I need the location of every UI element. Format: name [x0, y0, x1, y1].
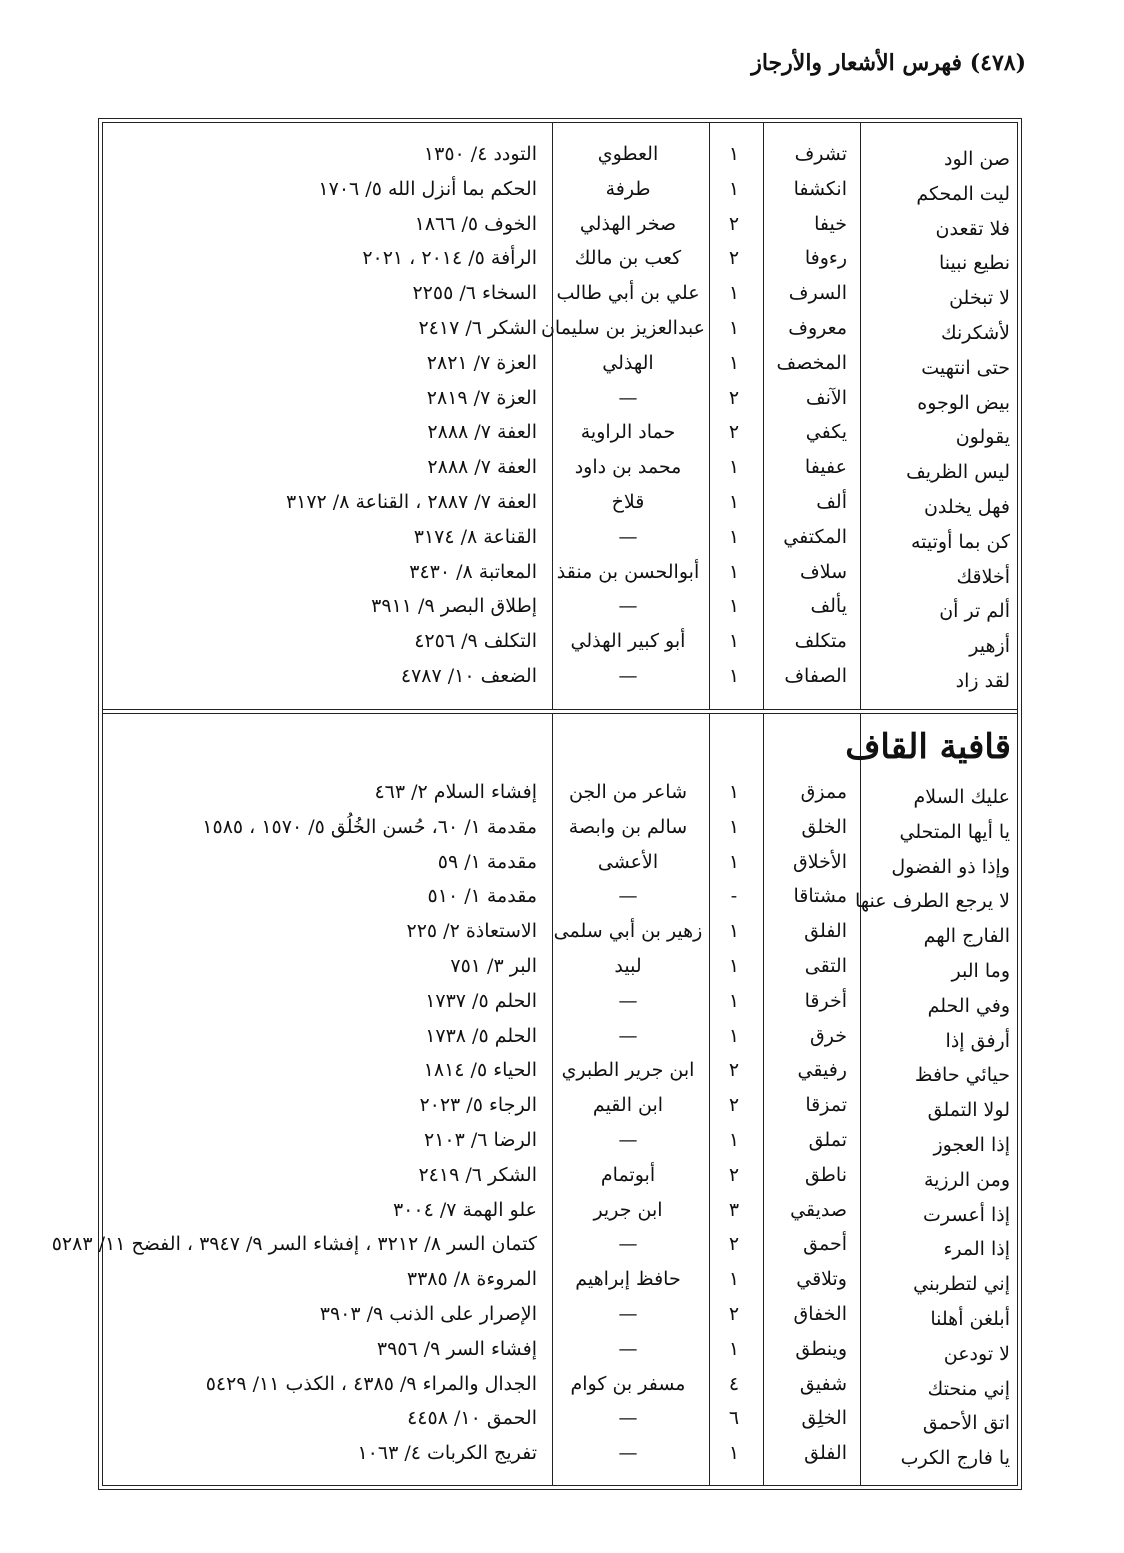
rhyme-word: الخلق [801, 815, 847, 838]
table-row [103, 814, 1017, 849]
poet-name: — [618, 386, 638, 409]
subject-reference: تفريج الكربات ٤/ ١٠٦٣ [357, 1442, 537, 1465]
subject-reference: التودد ٤/ ١٣٥٠ [423, 143, 537, 165]
subject-reference: الرأفة ٥/ ٢٠١٤ ، ٢٠٢١ [362, 247, 537, 270]
rhyme-word: رفيقي [797, 1059, 847, 1082]
verse-opening: وما البر [951, 959, 1010, 982]
rhyme-word: عفيفا [804, 456, 847, 479]
verse-opening: ليس الظريف [906, 461, 1010, 484]
poet-name: علي بن أبي طالب [556, 282, 700, 305]
rhyme-word: انكشفا [793, 177, 847, 200]
rhyme-word: معروف [788, 316, 847, 339]
poet-name: — [618, 1407, 638, 1430]
subject-reference: البر ٣/ ٧٥١ [450, 954, 537, 977]
table-row [103, 628, 1017, 663]
verse-count: ١ [728, 456, 740, 479]
table-row [103, 1092, 1017, 1127]
verse-opening: إذا أعسرت [923, 1203, 1010, 1226]
verse-opening: لا يرجع الطرف عنها [854, 890, 1010, 913]
verse-count: ١ [728, 1442, 740, 1465]
verse-count: ١ [728, 490, 740, 513]
rhyme-word: المخصف [776, 351, 847, 374]
poet-name: ابن جرير [593, 1198, 663, 1221]
table-row [103, 1301, 1017, 1336]
rhyme-word: السرف [788, 282, 847, 305]
rhyme-word: ألف [816, 490, 847, 513]
table-row [103, 883, 1017, 918]
table-row [103, 559, 1017, 594]
rhyme-word: وتلاقي [796, 1268, 847, 1291]
table-row [103, 454, 1017, 489]
rhyme-word: الخفاق [793, 1302, 847, 1325]
table-row [103, 1336, 1017, 1371]
rhyme-word: تملق [808, 1128, 847, 1151]
subject-reference: العفة ٧/ ٢٨٨٧ ، القناعة ٨/ ٣١٧٢ [285, 490, 537, 513]
verse-opening: حتى انتهيت [921, 356, 1010, 379]
rhyme-word: وينطق [795, 1337, 847, 1360]
subject-reference: المروءة ٨/ ٣٣٨٥ [406, 1268, 537, 1291]
table-row [103, 385, 1017, 420]
poet-name: عبدالعزيز بن سليمان [540, 316, 705, 339]
verse-count: ١ [728, 1268, 740, 1291]
rhyme-word: شفيق [799, 1372, 847, 1395]
poet-name: — [618, 1024, 638, 1047]
table-row [103, 245, 1017, 280]
subject-reference: الحكم بما أنزل الله ٥/ ١٧٠٦ [318, 177, 537, 200]
verse-count: ٣ [728, 1198, 740, 1221]
verse-count: ٢ [728, 1094, 740, 1117]
verse-count: ١ [728, 664, 740, 687]
rhyme-word: الآنف [805, 386, 847, 409]
subject-reference: التكلف ٩/ ٤٢٥٦ [414, 630, 537, 653]
subject-reference: الرجاء ٥/ ٢٠٢٣ [419, 1094, 537, 1117]
poet-name: طرفة [605, 177, 651, 200]
table-row [103, 1127, 1017, 1162]
rhyme-word: رءوفا [804, 247, 847, 270]
verse-opening: فلا تقعدن [935, 217, 1010, 240]
rhyme-word: أخرقا [804, 989, 847, 1012]
verse-opening: أبلغن أهلنا [930, 1307, 1010, 1330]
subject-reference: الحلم ٥/ ١٧٣٧ [425, 989, 537, 1012]
verse-opening: لا تبخلن [949, 287, 1010, 310]
subject-reference: العفة ٧/ ٢٨٨٨ [427, 456, 537, 479]
subject-reference: العزة ٧/ ٢٨٢١ [426, 351, 537, 374]
poet-name: أبوتمام [600, 1163, 656, 1186]
verse-opening: ليت المحكم [916, 182, 1010, 205]
subject-reference: كتمان السر ٨/ ٣٢١٢ ، إفشاء السر ٩/ ٣٩٤٧ ، الفضح ١١/ ٥٢٨٣ [51, 1233, 537, 1256]
rhyme-word: أحمق [803, 1233, 847, 1256]
verse-opening: عليك السلام [913, 786, 1010, 808]
subject-reference: العزة ٧/ ٢٨١٩ [426, 386, 537, 409]
rhyme-word: خرق [810, 1024, 847, 1047]
verse-count: ١ [728, 595, 740, 618]
verse-count: ٢ [728, 421, 740, 444]
poet-name: — [618, 1302, 638, 1325]
verse-opening: إني منحتك [927, 1377, 1010, 1400]
poet-name: — [618, 1442, 638, 1465]
table-row [103, 350, 1017, 385]
subject-reference: العفة ٧/ ٢٨٨٨ [427, 421, 537, 444]
verse-count: ٢ [728, 1059, 740, 1082]
verse-count: ٢ [728, 212, 740, 235]
verse-count: ١ [728, 525, 740, 548]
subject-reference: مقدمة ١/ ٥٩ [437, 850, 537, 873]
subject-reference: الإصرار على الذنب ٩/ ٣٩٠٣ [319, 1302, 537, 1325]
verse-count: - [730, 885, 738, 908]
table-row [103, 1057, 1017, 1092]
section-rows [103, 141, 1017, 698]
poet-name: صخر الهذلي [579, 212, 677, 235]
table-row [103, 141, 1017, 176]
section-rows [51, 779, 1017, 1475]
rhyme-word: الصفاف [784, 664, 847, 687]
subject-reference: الحلم ٥/ ١٧٣٨ [425, 1024, 537, 1047]
poet-name: — [618, 1233, 638, 1256]
table-row [103, 211, 1017, 246]
page-header: (٤٧٨) فهرس الأشعار والأرجاز [751, 50, 1026, 76]
subject-reference: الحياء ٥/ ١٨١٤ [423, 1059, 537, 1082]
poet-name: العطوي [597, 143, 659, 165]
poet-name: الهذلي [602, 351, 654, 374]
table-row [51, 1231, 1017, 1266]
verse-count: ١ [728, 815, 740, 838]
poet-name: الأعشى [597, 850, 659, 873]
rhyme-word: المكتفي [783, 525, 847, 548]
verse-opening: لأشكرنك [940, 321, 1010, 344]
verse-opening: ألم تر أن [939, 600, 1010, 623]
poet-name: ابن جرير الطبري [561, 1059, 695, 1082]
verse-opening: اتق الأحمق [922, 1412, 1010, 1435]
poet-name: كعب بن مالك [574, 247, 682, 270]
verse-count: ٢ [728, 1163, 740, 1186]
verse-count: ٢ [728, 1233, 740, 1256]
verse-opening: إني لتطربني [913, 1273, 1010, 1296]
poet-name: لبيد [614, 954, 642, 977]
rhyme-word: ناطق [804, 1163, 847, 1186]
verse-count: ١ [728, 630, 740, 653]
verse-opening: أزهير [969, 635, 1010, 658]
rhyme-word: مشتاقا [793, 885, 847, 908]
verse-opening: يا أيها المتحلي [899, 820, 1010, 843]
subject-reference: الجدال والمراء ٩/ ٤٣٨٥ ، الكذب ١١/ ٥٤٢٩ [205, 1372, 537, 1395]
verse-count: ٢ [728, 1302, 740, 1325]
poet-name: شاعر من الجن [568, 781, 688, 803]
verse-opening: بيض الوجوه [917, 391, 1010, 414]
subject-reference: الشكر ٦/ ٢٤١٧ [418, 316, 537, 339]
verse-opening: فهل يخلدن [923, 495, 1010, 518]
poet-name: — [618, 989, 638, 1012]
verse-opening: حيائي حافظ [914, 1064, 1010, 1087]
index-table-inner [51, 122, 1018, 1486]
subject-reference: علو الهمة ٧/ ٣٠٠٤ [392, 1198, 537, 1221]
verse-count: ١ [728, 781, 740, 803]
verse-count: ١ [728, 143, 740, 165]
verse-count: ٦ [728, 1407, 740, 1430]
poet-name: زهير بن أبي سلمى [553, 920, 703, 943]
poet-name: مسفر بن كوام [570, 1372, 686, 1395]
subject-reference: الحمق ١٠/ ٤٤٥٨ [407, 1407, 537, 1430]
table-row [103, 953, 1017, 988]
rhyme-word: صديقي [790, 1198, 847, 1221]
rhyme-word: تمزقا [805, 1094, 847, 1117]
verse-opening: ومن الرزية [923, 1168, 1010, 1191]
poet-name: أبوالحسن بن منقذ [556, 560, 700, 583]
section-separator [103, 709, 1017, 714]
subject-reference: المعاتبة ٨/ ٣٤٣٠ [409, 560, 537, 583]
table-row [103, 524, 1017, 559]
table-row [103, 1266, 1017, 1301]
rhyme-word: الخلِق [801, 1407, 847, 1430]
verse-opening: أخلاقك [956, 565, 1010, 588]
subject-reference: إفشاء السلام ٢/ ٤٦٣ [374, 781, 537, 803]
verse-opening: يا فارج الكرب [900, 1447, 1010, 1470]
verse-count: ١ [728, 282, 740, 305]
verse-count: ١ [728, 316, 740, 339]
verse-count: ١ [728, 920, 740, 943]
poet-name: — [618, 525, 638, 548]
rhyme-word: يألف [810, 595, 847, 618]
verse-opening: لولا التملق [927, 1099, 1010, 1122]
verse-count: ١ [728, 1337, 740, 1360]
verse-count: ٢ [728, 247, 740, 270]
rhyme-word: تشرف [794, 143, 847, 165]
verse-opening: كن بما أوتيته [910, 530, 1010, 553]
poet-name: ابن القيم [592, 1094, 664, 1117]
verse-count: ١ [728, 1128, 740, 1151]
table-row [103, 1162, 1017, 1197]
table-row [103, 280, 1017, 315]
table-row [103, 489, 1017, 524]
poet-name: — [618, 885, 638, 908]
table-row [103, 1371, 1017, 1406]
rhyme-word: متكلف [794, 630, 847, 653]
rhyme-word: يكفي [805, 421, 847, 444]
poet-name: — [618, 1337, 638, 1360]
table-row [103, 918, 1017, 953]
rhyme-word: التقى [804, 954, 847, 977]
poet-name: أبو كبير الهذلي [570, 630, 686, 653]
verse-count: ١ [728, 351, 740, 374]
index-table [51, 118, 1022, 1490]
subject-reference: الخوف ٥/ ١٨٦٦ [414, 212, 537, 235]
verse-opening: صن الود [944, 148, 1010, 170]
table-row [103, 663, 1017, 698]
rhyme-word: ممزق [800, 781, 847, 803]
poet-name: حافظ إبراهيم [575, 1268, 681, 1291]
poet-name: — [618, 1128, 638, 1151]
verse-opening: لقد زاد [955, 669, 1010, 692]
verse-count: ١ [728, 177, 740, 200]
subject-reference: إفشاء السر ٩/ ٣٩٥٦ [376, 1337, 537, 1360]
verse-opening: الفارج الهم [923, 925, 1010, 948]
verse-count: ١ [728, 989, 740, 1012]
verse-count: ٢ [728, 386, 740, 409]
verse-opening: يقولون [955, 426, 1010, 449]
table-row [103, 849, 1017, 884]
poet-name: — [618, 664, 638, 687]
table-row [103, 779, 1017, 814]
verse-opening: نطيع نبينا [938, 252, 1010, 275]
verse-opening: إذا العجوز [933, 1133, 1010, 1156]
subject-reference: الاستعاذة ٢/ ٢٢٥ [406, 920, 537, 943]
poet-name: — [618, 595, 638, 618]
rhyme-word: الفلق [804, 1442, 847, 1465]
verse-opening: إذا المرء [943, 1238, 1010, 1261]
rhyme-word: الأخلاق [793, 850, 847, 873]
subject-reference: مقدمة ١/ ٥١٠ [427, 885, 537, 908]
table-row [103, 1405, 1017, 1440]
rhyme-heading: قافية القاف [845, 727, 1011, 767]
verse-count: ١ [728, 1024, 740, 1047]
verse-opening: وإذا ذو الفضول [891, 855, 1010, 878]
verse-count: ١ [728, 850, 740, 873]
rhyme-word: خيفا [814, 212, 847, 235]
table-row [103, 988, 1017, 1023]
poet-name: محمد بن داود [574, 456, 682, 479]
subject-reference: السخاء ٦/ ٢٢٥٥ [412, 282, 537, 305]
table-row [103, 1023, 1017, 1058]
subject-reference: الضعف ١٠/ ٤٧٨٧ [400, 664, 537, 687]
table-row [103, 419, 1017, 454]
verse-count: ٤ [728, 1372, 740, 1395]
poet-name: سالم بن وابصة [568, 815, 688, 838]
verse-count: ١ [728, 954, 740, 977]
table-row [103, 176, 1017, 211]
verse-opening: لا تودعن [943, 1342, 1010, 1365]
rhyme-word: سلاف [800, 560, 847, 583]
table-row [103, 315, 1017, 350]
table-row [103, 593, 1017, 628]
verse-count: ١ [728, 560, 740, 583]
subject-reference: الشكر ٦/ ٢٤١٩ [418, 1163, 537, 1186]
poet-name: حماد الراوية [580, 421, 676, 444]
table-row [103, 1440, 1017, 1475]
table-row [103, 1197, 1017, 1232]
verse-opening: أرفق إذا [945, 1029, 1010, 1052]
subject-reference: إطلاق البصر ٩/ ٣٩١١ [371, 595, 537, 618]
subject-reference: مقدمة ١/ ٦٠، حُسن الخُلُق ٥/ ١٥٧٠ ، ١٥٨٥ [202, 815, 537, 838]
subject-reference: القناعة ٨/ ٣١٧٤ [413, 525, 537, 548]
verse-opening: وفي الحلم [927, 994, 1010, 1017]
subject-reference: الرضا ٦/ ٢١٠٣ [423, 1128, 537, 1151]
poet-name: قلاخ [611, 490, 645, 513]
rhyme-word: الفلق [804, 920, 847, 943]
